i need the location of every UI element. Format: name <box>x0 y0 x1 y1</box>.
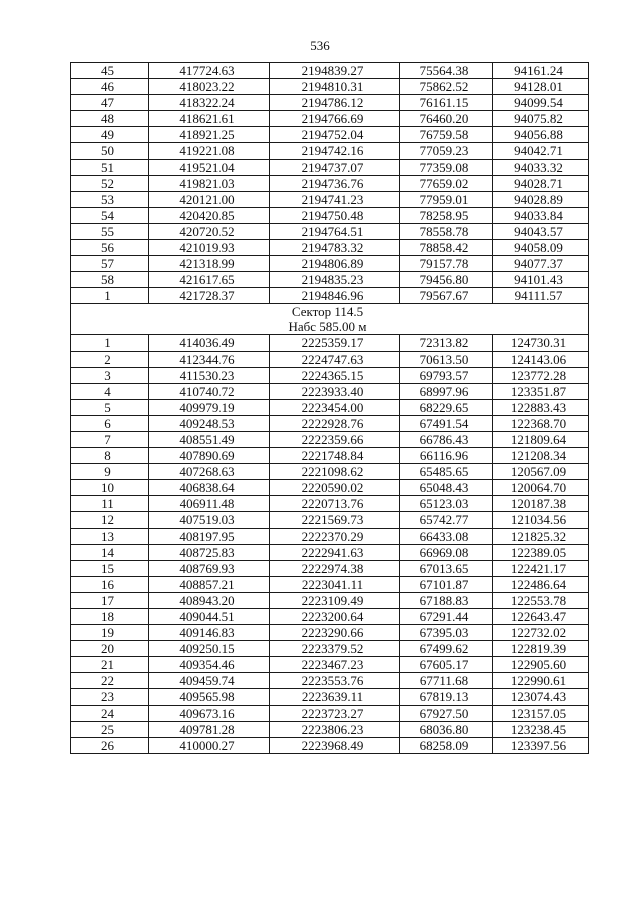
local-y-cell: 124730.31 <box>493 335 589 351</box>
coord-x-cell: 410000.27 <box>149 737 270 753</box>
table-row <box>71 592 589 608</box>
table-row <box>71 175 589 191</box>
coord-y-cell: 2194810.31 <box>270 79 400 95</box>
coord-x-cell: 408943.20 <box>149 592 270 608</box>
local-x-cell: 68229.65 <box>400 399 493 415</box>
table-row <box>71 256 589 272</box>
local-x-cell: 67605.17 <box>400 657 493 673</box>
point-number-cell: 11 <box>71 496 149 512</box>
point-number-cell: 19 <box>71 625 149 641</box>
table-row <box>71 351 589 367</box>
coord-x-cell: 418023.22 <box>149 79 270 95</box>
coord-x-cell: 406911.48 <box>149 496 270 512</box>
coord-y-cell: 2223639.11 <box>270 689 400 705</box>
coord-y-cell: 2222941.63 <box>270 544 400 560</box>
coord-y-cell: 2223041.11 <box>270 576 400 592</box>
sector-title: Сектор 114.5 <box>291 304 364 320</box>
coord-x-cell: 409248.53 <box>149 415 270 431</box>
local-y-cell: 120187.38 <box>493 496 589 512</box>
table-row <box>71 415 589 431</box>
point-number-cell: 54 <box>71 207 149 223</box>
table-row <box>71 721 589 737</box>
coord-y-cell: 2221569.73 <box>270 512 400 528</box>
coord-x-cell: 407519.03 <box>149 512 270 528</box>
local-y-cell: 121825.32 <box>493 528 589 544</box>
coord-x-cell: 417724.63 <box>149 63 270 79</box>
point-number-cell: 46 <box>71 79 149 95</box>
sector-height: Набс 585.00 м <box>288 319 367 335</box>
local-y-cell: 120567.09 <box>493 464 589 480</box>
point-number-cell: 21 <box>71 657 149 673</box>
local-x-cell: 66116.96 <box>400 448 493 464</box>
local-x-cell: 76161.15 <box>400 95 493 111</box>
sector-header-row <box>71 304 589 335</box>
table-row <box>71 448 589 464</box>
point-number-cell: 48 <box>71 111 149 127</box>
coord-x-cell: 409781.28 <box>149 721 270 737</box>
coord-x-cell: 419821.03 <box>149 175 270 191</box>
coord-x-cell: 412344.76 <box>149 351 270 367</box>
point-number-cell: 1 <box>71 288 149 304</box>
coord-x-cell: 407890.69 <box>149 448 270 464</box>
point-number-cell: 58 <box>71 272 149 288</box>
coord-y-cell: 2223933.40 <box>270 383 400 399</box>
local-x-cell: 65485.65 <box>400 464 493 480</box>
coord-y-cell: 2223454.00 <box>270 399 400 415</box>
coord-y-cell: 2221098.62 <box>270 464 400 480</box>
table-row <box>71 737 589 753</box>
point-number-cell: 13 <box>71 528 149 544</box>
local-y-cell: 123351.87 <box>493 383 589 399</box>
coord-x-cell: 409673.16 <box>149 705 270 721</box>
table-row <box>71 689 589 705</box>
coord-y-cell: 2220713.76 <box>270 496 400 512</box>
local-y-cell: 121208.34 <box>493 448 589 464</box>
table-row <box>71 673 589 689</box>
coord-y-cell: 2223200.64 <box>270 609 400 625</box>
local-y-cell: 94028.89 <box>493 191 589 207</box>
coord-y-cell: 2223968.49 <box>270 737 400 753</box>
table-row <box>71 576 589 592</box>
point-number-cell: 3 <box>71 367 149 383</box>
sector-header-group <box>71 304 589 335</box>
coord-x-cell: 409044.51 <box>149 609 270 625</box>
local-x-cell: 65048.43 <box>400 480 493 496</box>
table-row <box>71 127 589 143</box>
coord-y-cell: 2223467.23 <box>270 657 400 673</box>
local-y-cell: 94099.54 <box>493 95 589 111</box>
table-row <box>71 63 589 79</box>
point-number-cell: 5 <box>71 399 149 415</box>
table-row <box>71 431 589 447</box>
coord-y-cell: 2220590.02 <box>270 480 400 496</box>
local-y-cell: 123772.28 <box>493 367 589 383</box>
coord-x-cell: 419521.04 <box>149 159 270 175</box>
coord-x-cell: 419221.08 <box>149 143 270 159</box>
table-row <box>71 272 589 288</box>
coord-x-cell: 421728.37 <box>149 288 270 304</box>
coord-y-cell: 2194846.96 <box>270 288 400 304</box>
local-y-cell: 122883.43 <box>493 399 589 415</box>
coord-y-cell: 2225359.17 <box>270 335 400 351</box>
coord-y-cell: 2194752.04 <box>270 127 400 143</box>
local-y-cell: 122553.78 <box>493 592 589 608</box>
table-row <box>71 79 589 95</box>
local-y-cell: 121809.64 <box>493 431 589 447</box>
table-row <box>71 641 589 657</box>
coord-x-cell: 409565.98 <box>149 689 270 705</box>
point-number-cell: 17 <box>71 592 149 608</box>
local-y-cell: 122368.70 <box>493 415 589 431</box>
table-row <box>71 207 589 223</box>
coord-y-cell: 2222359.66 <box>270 431 400 447</box>
table-row <box>71 383 589 399</box>
local-x-cell: 65123.03 <box>400 496 493 512</box>
coord-x-cell: 414036.49 <box>149 335 270 351</box>
local-x-cell: 67188.83 <box>400 592 493 608</box>
point-number-cell: 47 <box>71 95 149 111</box>
local-y-cell: 122732.02 <box>493 625 589 641</box>
coordinates-group-top <box>71 63 589 304</box>
local-y-cell: 123074.43 <box>493 689 589 705</box>
local-x-cell: 78558.78 <box>400 223 493 239</box>
local-y-cell: 122819.39 <box>493 641 589 657</box>
coord-y-cell: 2222370.29 <box>270 528 400 544</box>
coord-y-cell: 2194750.48 <box>270 207 400 223</box>
point-number-cell: 45 <box>71 63 149 79</box>
coord-x-cell: 409459.74 <box>149 673 270 689</box>
local-y-cell: 94111.57 <box>493 288 589 304</box>
point-number-cell: 16 <box>71 576 149 592</box>
local-y-cell: 94128.01 <box>493 79 589 95</box>
point-number-cell: 50 <box>71 143 149 159</box>
coord-y-cell: 2223723.27 <box>270 705 400 721</box>
coordinates-table <box>70 62 589 754</box>
table-row <box>71 223 589 239</box>
local-y-cell: 94161.24 <box>493 63 589 79</box>
coord-y-cell: 2224365.15 <box>270 367 400 383</box>
table-row <box>71 191 589 207</box>
page-number: 536 <box>310 38 330 53</box>
local-x-cell: 72313.82 <box>400 335 493 351</box>
local-x-cell: 78258.95 <box>400 207 493 223</box>
table-row <box>71 705 589 721</box>
coord-x-cell: 421318.99 <box>149 256 270 272</box>
coord-y-cell: 2194786.12 <box>270 95 400 111</box>
table-row <box>71 528 589 544</box>
coord-x-cell: 407268.63 <box>149 464 270 480</box>
coord-x-cell: 418621.61 <box>149 111 270 127</box>
local-y-cell: 94043.57 <box>493 223 589 239</box>
coord-x-cell: 420121.00 <box>149 191 270 207</box>
local-x-cell: 68036.80 <box>400 721 493 737</box>
table-row <box>71 111 589 127</box>
local-x-cell: 65742.77 <box>400 512 493 528</box>
coord-y-cell: 2221748.84 <box>270 448 400 464</box>
coord-x-cell: 408769.93 <box>149 560 270 576</box>
local-x-cell: 66786.43 <box>400 431 493 447</box>
point-number-cell: 15 <box>71 560 149 576</box>
local-x-cell: 67101.87 <box>400 576 493 592</box>
point-number-cell: 12 <box>71 512 149 528</box>
coord-x-cell: 421617.65 <box>149 272 270 288</box>
table-row <box>71 609 589 625</box>
table-row <box>71 625 589 641</box>
point-number-cell: 24 <box>71 705 149 721</box>
point-number-cell: 57 <box>71 256 149 272</box>
point-number-cell: 2 <box>71 351 149 367</box>
table-row <box>71 560 589 576</box>
coord-x-cell: 410740.72 <box>149 383 270 399</box>
local-x-cell: 67499.62 <box>400 641 493 657</box>
point-number-cell: 53 <box>71 191 149 207</box>
table-row <box>71 240 589 256</box>
table-row <box>71 399 589 415</box>
coord-y-cell: 2194835.23 <box>270 272 400 288</box>
local-y-cell: 94033.84 <box>493 207 589 223</box>
coord-y-cell: 2222928.76 <box>270 415 400 431</box>
local-y-cell: 122389.05 <box>493 544 589 560</box>
coord-x-cell: 409250.15 <box>149 641 270 657</box>
point-number-cell: 4 <box>71 383 149 399</box>
coord-y-cell: 2223553.76 <box>270 673 400 689</box>
table-row <box>71 159 589 175</box>
coord-y-cell: 2194741.23 <box>270 191 400 207</box>
table-row <box>71 288 589 304</box>
local-y-cell: 122643.47 <box>493 609 589 625</box>
point-number-cell: 49 <box>71 127 149 143</box>
local-y-cell: 122421.17 <box>493 560 589 576</box>
local-x-cell: 79567.67 <box>400 288 493 304</box>
point-number-cell: 10 <box>71 480 149 496</box>
local-x-cell: 78858.42 <box>400 240 493 256</box>
coord-x-cell: 408551.49 <box>149 431 270 447</box>
local-y-cell: 123238.45 <box>493 721 589 737</box>
coord-y-cell: 2194783.32 <box>270 240 400 256</box>
local-x-cell: 66433.08 <box>400 528 493 544</box>
point-number-cell: 9 <box>71 464 149 480</box>
coord-y-cell: 2194742.16 <box>270 143 400 159</box>
coord-x-cell: 408197.95 <box>149 528 270 544</box>
table-row <box>71 335 589 351</box>
coord-y-cell: 2194806.89 <box>270 256 400 272</box>
local-x-cell: 76460.20 <box>400 111 493 127</box>
coord-x-cell: 418322.24 <box>149 95 270 111</box>
coord-x-cell: 409354.46 <box>149 657 270 673</box>
coord-y-cell: 2194736.76 <box>270 175 400 191</box>
point-number-cell: 18 <box>71 609 149 625</box>
local-x-cell: 67395.03 <box>400 625 493 641</box>
local-y-cell: 123157.05 <box>493 705 589 721</box>
coord-x-cell: 411530.23 <box>149 367 270 383</box>
point-number-cell: 51 <box>71 159 149 175</box>
coord-x-cell: 409146.83 <box>149 625 270 641</box>
coord-x-cell: 420420.85 <box>149 207 270 223</box>
local-y-cell: 122990.61 <box>493 673 589 689</box>
table-row <box>71 143 589 159</box>
local-x-cell: 79157.78 <box>400 256 493 272</box>
coord-y-cell: 2194737.07 <box>270 159 400 175</box>
local-x-cell: 75862.52 <box>400 79 493 95</box>
coord-y-cell: 2223109.49 <box>270 592 400 608</box>
local-x-cell: 77359.08 <box>400 159 493 175</box>
local-y-cell: 94058.09 <box>493 240 589 256</box>
local-x-cell: 69793.57 <box>400 367 493 383</box>
local-y-cell: 122905.60 <box>493 657 589 673</box>
coord-y-cell: 2194839.27 <box>270 63 400 79</box>
local-y-cell: 123397.56 <box>493 737 589 753</box>
point-number-cell: 6 <box>71 415 149 431</box>
local-y-cell: 120064.70 <box>493 480 589 496</box>
local-x-cell: 66969.08 <box>400 544 493 560</box>
point-number-cell: 22 <box>71 673 149 689</box>
coord-x-cell: 421019.93 <box>149 240 270 256</box>
local-x-cell: 68258.09 <box>400 737 493 753</box>
local-y-cell: 94028.71 <box>493 175 589 191</box>
point-number-cell: 55 <box>71 223 149 239</box>
coord-y-cell: 2222974.38 <box>270 560 400 576</box>
local-x-cell: 67013.65 <box>400 560 493 576</box>
coord-y-cell: 2224747.63 <box>270 351 400 367</box>
local-x-cell: 75564.38 <box>400 63 493 79</box>
table-row <box>71 480 589 496</box>
coord-y-cell: 2194764.51 <box>270 223 400 239</box>
local-x-cell: 67927.50 <box>400 705 493 721</box>
coord-y-cell: 2223806.23 <box>270 721 400 737</box>
local-x-cell: 67491.54 <box>400 415 493 431</box>
local-x-cell: 70613.50 <box>400 351 493 367</box>
table-row <box>71 544 589 560</box>
point-number-cell: 7 <box>71 431 149 447</box>
coord-x-cell: 408857.21 <box>149 576 270 592</box>
point-number-cell: 8 <box>71 448 149 464</box>
coord-y-cell: 2223290.66 <box>270 625 400 641</box>
coordinates-group-bottom <box>71 335 589 753</box>
local-x-cell: 68997.96 <box>400 383 493 399</box>
coord-x-cell: 420720.52 <box>149 223 270 239</box>
local-x-cell: 67291.44 <box>400 609 493 625</box>
local-y-cell: 94033.32 <box>493 159 589 175</box>
coord-y-cell: 2194766.69 <box>270 111 400 127</box>
local-y-cell: 94042.71 <box>493 143 589 159</box>
point-number-cell: 23 <box>71 689 149 705</box>
local-y-cell: 94056.88 <box>493 127 589 143</box>
local-x-cell: 77659.02 <box>400 175 493 191</box>
local-x-cell: 79456.80 <box>400 272 493 288</box>
local-y-cell: 94077.37 <box>493 256 589 272</box>
local-x-cell: 67819.13 <box>400 689 493 705</box>
point-number-cell: 20 <box>71 641 149 657</box>
local-y-cell: 124143.06 <box>493 351 589 367</box>
coord-x-cell: 409979.19 <box>149 399 270 415</box>
local-y-cell: 94075.82 <box>493 111 589 127</box>
local-y-cell: 121034.56 <box>493 512 589 528</box>
local-y-cell: 94101.43 <box>493 272 589 288</box>
sector-header-cell <box>71 304 589 335</box>
coord-y-cell: 2223379.52 <box>270 641 400 657</box>
table-row <box>71 512 589 528</box>
point-number-cell: 1 <box>71 335 149 351</box>
point-number-cell: 14 <box>71 544 149 560</box>
coord-x-cell: 406838.64 <box>149 480 270 496</box>
point-number-cell: 25 <box>71 721 149 737</box>
coord-x-cell: 418921.25 <box>149 127 270 143</box>
local-x-cell: 76759.58 <box>400 127 493 143</box>
local-x-cell: 77959.01 <box>400 191 493 207</box>
table-row <box>71 464 589 480</box>
table-row <box>71 95 589 111</box>
point-number-cell: 26 <box>71 737 149 753</box>
table-row <box>71 367 589 383</box>
local-y-cell: 122486.64 <box>493 576 589 592</box>
coord-x-cell: 408725.83 <box>149 544 270 560</box>
point-number-cell: 52 <box>71 175 149 191</box>
table-row <box>71 657 589 673</box>
table-row <box>71 496 589 512</box>
local-x-cell: 67711.68 <box>400 673 493 689</box>
point-number-cell: 56 <box>71 240 149 256</box>
local-x-cell: 77059.23 <box>400 143 493 159</box>
